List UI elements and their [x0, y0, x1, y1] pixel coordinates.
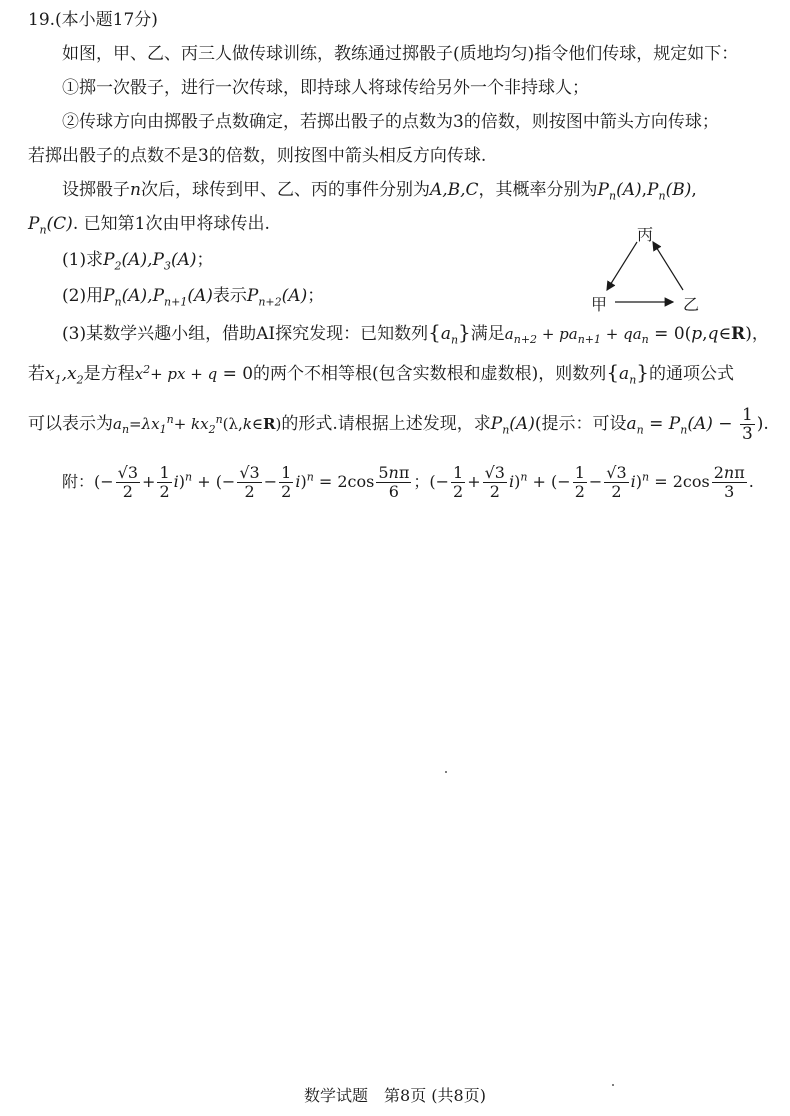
prob-pa: $P_n(A)$ — [597, 180, 642, 203]
appendix-label: 附： — [62, 472, 95, 491]
q2-label: (2)用 — [62, 286, 104, 306]
q2-math-a: $P_n(A),P_{n+1}(A)$ — [103, 286, 213, 309]
q3-roots: $x_1,x_2$ — [45, 364, 84, 387]
setup-events: A,B,C — [429, 180, 479, 200]
question-2: (2)用$P_n(A),P_{n+1}(A)$表示$P_{n+2}(A)$； — [62, 286, 325, 309]
passing-diagram — [585, 220, 715, 320]
question-3-line-1: (3)某数学兴趣小组，借助AI探究发现：已知数列$\{a_n\}$满足$a_{n+2} + pa_{n+1} + qa_n$ = 0(p,q∈R)， — [62, 320, 769, 347]
node-bing: 丙 — [637, 225, 654, 244]
q2-mid: 表示 — [212, 286, 247, 306]
setup-text-b: 次后，球传到甲、乙、丙的事件分别为 — [140, 180, 430, 200]
arrow-yi-to-bing — [653, 242, 683, 290]
q3-text-b: 满足 — [470, 324, 505, 344]
rule-1: ①掷一次骰子，进行一次传球，即持球人将球传给另外一个非持球人； — [62, 78, 589, 98]
prob-pb: $P_n(B)$ — [647, 180, 692, 203]
q3-text-g: 可以表示为 — [28, 414, 113, 434]
node-jia: 甲 — [591, 295, 608, 314]
setup-text-d: 已知第1次由甲将球传出. — [83, 214, 270, 234]
rule-2-first: ②传球方向由掷骰子点数确定，若掷出骰子的点数为3的倍数，则按图中箭头方向传球； — [62, 112, 719, 132]
q3-general-form: $a_n=\lambda x_1^n+ kx_2^n$ — [113, 413, 223, 436]
question-3-line-3: 可以表示为$a_n=\lambda x_1^n+$ $kx_2^n(\lambda,k\in R)$的形式.请根据上述发现，求$P_n(A)$(提示：可设$a_n = P_n(A)$ − $\frac{1}{3}$ ). — [28, 405, 769, 444]
setup-line-2: $P_n(C)$. 已知第1次由甲将球传出. — [28, 214, 270, 237]
arrow-bing-to-jia — [607, 242, 637, 290]
q2-math-b: $P_{n+2}(A)$ — [246, 286, 308, 309]
q3-target: $P_n(A)$ — [490, 414, 535, 437]
question-1: (1)求$P_2(A),P_3(A)$； — [62, 250, 214, 273]
q3-text-c: 若 — [28, 364, 45, 384]
q1-math: $P_2(A),P_3(A)$ — [103, 250, 197, 273]
rule-2-second: 若掷出骰子的点数不是3的倍数，则按图中箭头相反方向传球. — [28, 146, 487, 166]
q3-equation: $x^2+$ px + q — [134, 363, 218, 383]
problem-number: 19. — [28, 10, 56, 30]
q3-text-f: 的通项公式 — [649, 364, 735, 384]
q1-label: (1)求 — [62, 250, 104, 270]
prob-pc: $P_n(C)$ — [28, 214, 73, 237]
q3-text-a: (3)某数学兴趣小组，借助AI探究发现：已知数列 — [62, 324, 429, 344]
q3-text-e: 的两个不相等根(包含实数根和虚数根)，则数列 — [253, 364, 607, 384]
q3-text-d: 是方程 — [83, 364, 135, 384]
setup-text-c: ，其概率分别为 — [478, 180, 598, 200]
question-3-line-2: 若$x_1,x_2$是方程$x^2+$ px + q = 0的两个不相等根(包含实数根和虚数根)，则数列$\{a_n\}$的通项公式 — [28, 360, 735, 387]
q3-text-i: (提示：可设 — [534, 414, 627, 434]
node-yi: 乙 — [683, 295, 700, 314]
appendix: 附：(− $\frac{√3}{2}$ + $\frac{1}{2}$ i)$^n$ + (− $\frac{√3}{2}$ − $\frac{1}{2}$ i)$^n$ = 2cos $\frac{5n\pi}{6}$ ；(− $\frac{1}{2}$ + $\frac{√3}{2}$ i)$^n$ + (− $\frac{1}{2}$ − $\frac{√3}{2}$ i)$^n$ = 2cos $\frac{2n\pi}{3}$ . — [62, 463, 754, 501]
problem-header — [28, 8, 158, 32]
setup-text-a: 设掷骰子 — [62, 180, 130, 200]
page-footer: 数学试题 第8页 (共8页) — [304, 1086, 486, 1105]
q3-recurrence: $a_{n+2} + pa_{n+1} + qa_n$ — [504, 325, 649, 346]
setup-n: n — [130, 180, 141, 200]
problem-intro: 如图，甲、乙、丙三人做传球训练，教练通过掷骰子(质地均匀)指令他们传球，规定如下： — [62, 44, 739, 64]
setup-line: 设掷骰子n次后，球传到甲、乙、丙的事件分别为A,B,C，其概率分别为$P_n(A),P_n(B)$, — [62, 180, 697, 203]
fraction-one-third: $\frac{1}{3}$ — [741, 405, 753, 444]
scan-speck — [445, 771, 447, 773]
problem-points: (本小题17分) — [55, 10, 158, 30]
q3-text-h: 的形式.请根据上述发现，求 — [281, 414, 491, 434]
